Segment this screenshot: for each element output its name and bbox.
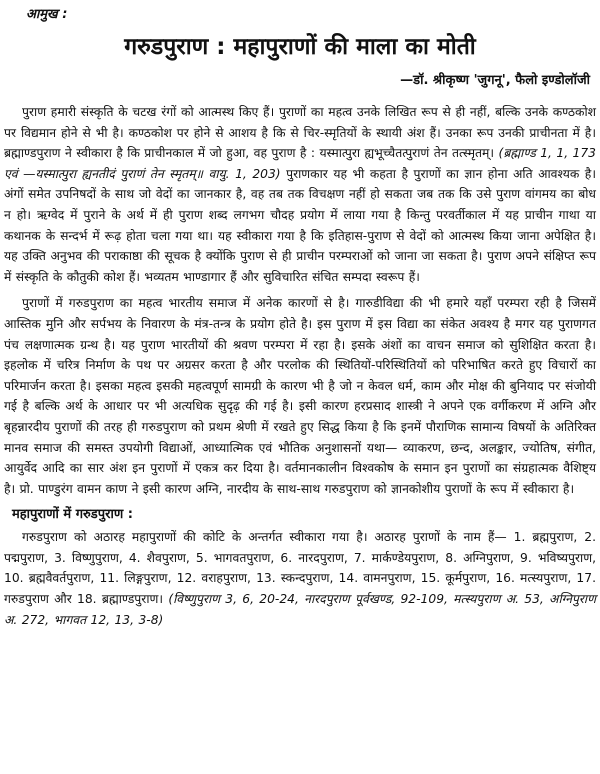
author-line: —डॉ. श्रीकृष्ण 'जुगनू', फैलो इण्डोलॉजी [400,73,590,88]
page-title: गरुडपुराण : महापुराणों की माला का मोती [124,34,476,60]
paragraph-1 [4,102,596,287]
paragraph-2 [4,293,596,499]
paragraph-1-citation: (ब्रह्माण्ड 1, 1, 173 एवं —यस्मात्पुरा ह्यनतीदं पुराणं तेन स्मृतम्॥ वायु. 1, 203) [4,146,596,181]
subheading: महापुराणों में गरुडपुराण : [12,507,133,523]
paragraph-3-text: गरुडपुराण को अठारह महापुराणों की कोटि के अन्तर्गत स्वीकारा गया है। अठारह पुराणों के नाम हैं— 1. ब्रह्मपुराण, 2. पद्मपुराण, 3. विष्णुपुराण, 4. शैवपुराण, 5. भागवतपुराण, 6. नारदपुराण, 7. मार्कण्डेयपुराण, 8. अग्निपुराण, 9. भविष्यपुराण, 10. ब्रह्मवैवर्तपुराण, 11. लिङ्गपुराण, 12. वराहपुराण, 13. स्कन्दपुराण, 14. वामनपुराण, 15. कूर्मपुराण, 16. मत्स्यपुराण, 17. गरुडपुराण और 18. ब्रह्माण्डपुराण। [4,530,596,607]
paragraph-1-text: पुराण हमारी संस्कृति के चटख रंगों को आत्मस्थ किए हैं। पुराणों का महत्व उनके लिखित रूप से ही नहीं, बल्कि उनके कण्ठकोश पर विद्यमान होने से भी है। कण्ठकोश पर होने से आशय है कि से चिर-स्मृतियों के स्थायी अंश हैं। उनका रूप उनकी प्राचीनता में है। ब्रह्माण्डपुराण ने स्वीकारा है कि प्राचीनकाल में जो हुआ, वह पुराण है : यस्मात्पुरा ह्यभूच्चैतत्पुराणं तेन तत्स्मृतम्। [4,105,596,161]
paragraph-3 [4,527,596,630]
paragraph-3-citation: (विष्णुपुराण 3, 6, 20-24, नारदपुराण पूर्वखण्ड, 92-109, मत्स्यपुराण अ. 53, अग्निपुराण अ. 272, भागवत 12, 13, 3-8) [4,592,596,627]
paragraph-1-continuation: पुराणकार यह भी कहता है पुराणों का ज्ञान होना अति आवश्यक है। अंगों समेत उपनिषदों के साथ जो वेदों का जानकार है, वह तब तक विचक्षण नहीं हो सकता जब तक कि उसे पुराण वांगमय का बोध न हो। ऋग्वेद में पुराने के अर्थ में ही पुराण शब्द लगभग चौदह प्रयोग में लाया गया है किन्तु परवर्तीकाल में यह प्राचीन गाथा या कथानक के सन्दर्भ में रूढ़ होता चला गया था। यह स्वीकारा गया है कि इतिहास-पुराण से वेदों को आत्मस्थ किया जाना अपेक्षित है। यह उक्ति अनुभव की पराकाष्ठा की सूचक है क्योंकि पुराण से ही प्राचीन परम्पराओं को जाना जा सकता है। पुराण अपने संक्षिप्त रूप में संस्कृति के कौतुकी कोश हैं। भव्यतम भाण्डागार हैं और सुविचारित संचित सम्पदा स्वरूप हैं। [4,166,596,284]
paragraph-2-text: पुराणों में गरुडपुराण का महत्व भारतीय समाज में अनेक कारणों से है। गारुडीविद्या की भी हमारे यहाँ परम्परा रही है जिसमें आस्तिक मुनि और सर्पभय के निवारण के मंत्र-तन्त्र के प्रयोग होते है। इस पुराण में इस विद्या का संकेत अवश्य है मगर यह पुराणगत पंच लक्षणात्मक ग्रन्थ है। यह पुराण भारतीयों की श्रवण परम्परा में रहा है। इसके अंशों का वाचन समाज को सुशिक्षित करता है। इहलोक में चरित्र निर्माण के पथ पर अग्रसर करता है और परलोक की स्थितियों-परिस्थितियों को परिभाषित करते हुए विचारों का परिमार्जन करता है। इसका महत्व इसकी महत्वपूर्ण सामग्री के कारण भी है जो न केवल धर्म, काम और मोक्ष की बुनियाद पर संजोयी गई है बल्कि अर्थ के आधार पर भी अत्यधिक सुदृढ़ की गई है। इसी कारण हरप्रसाद शास्त्री ने अपने एक वर्गीकरण में अग्नि और बृहन्नारदीय पुराणों की तरह ही गरुडपुराण को प्रथम श्रेणी में रखते हुए सिद्ध किया है कि इनमें पौराणिक सामान्य विषयों के अतिरिक्त मानव समाज की समस्त उपयोगी विद्याओं, आध्यात्मिक एवं भौतिक अनुशासनों यथा— व्याकरण, छन्द, अलङ्कार, ज्योतिष, संगीत, आयुर्वेद आदि का सार अंश इन पुराणों में एकत्र कर दिया है। वर्तमानकालीन विश्वकोष के समान इन पुराणों का संग्रहात्मक वैशिष्ट्य है। प्रो. पाण्डुरंग वामन काण ने इसी कारण अग्नि, नारदीय के साथ-साथ गरुडपुराण को ज्ञानकोशीय पुराणों के रूप में स्वीकारा है। [4,296,596,496]
section-label: आमुख : [26,7,68,22]
